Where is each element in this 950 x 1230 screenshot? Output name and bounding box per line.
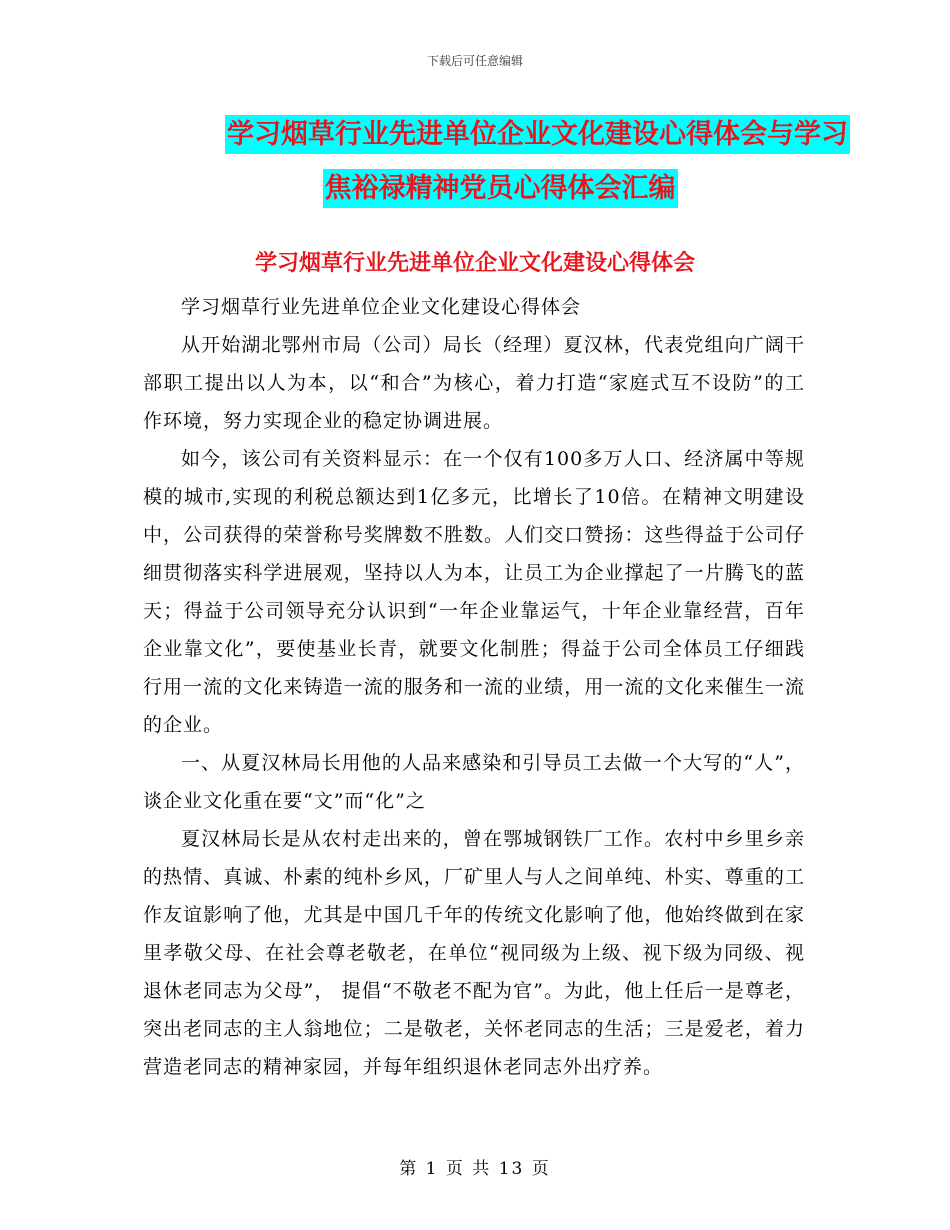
page-footer: 第 1 页 共 13 页 (399, 1159, 551, 1179)
paragraph: 一、从夏汉林局长用他的人品来感染和引导员工去做一个大写的“人”，谈企业文化重在要“文”而“化”之 (143, 752, 805, 812)
main-title-line-1-text: 学习烟草行业先进单位企业文化建设心得体会与学习 (225, 115, 850, 154)
main-title-line-2-text: 焦裕禄精神党员心得体会汇编 (323, 169, 678, 208)
document-body (143, 288, 805, 1086)
paragraph: 从开始湖北鄂州市局（公司）局长（经理）夏汉林，代表党组向广阔干部职工提出以人为本，以“和合”为核心，着力打造“家庭式互不设防”的工作环境，努力实现企业的稳定协调进展。 (143, 334, 805, 432)
header-note: 下载后可任意编辑 (426, 54, 523, 68)
paragraph: 夏汉林局长是从农村走出来的，曾在鄂城钢铁厂工作。农村中乡里乡亲的热情、真诚、朴素的纯朴乡风，厂矿里人与人之间单纯、朴实、尊重的工作友谊影响了他，尤其是中国几千年的传统文化影响了他，他始终做到在家里孝敬父母、在社会尊老敬老，在单位“视同级为上级、视下级为同级、视退休老同志为父母”， 提倡“不敬老不配为官”。为此，他上任后一是尊老，突出老同志的主人翁地位；二是敬老，关怀老同志的生活；三是爱老，着力营造老同志的精神家园，并每年组织退休老同志外出疗养。 (143, 828, 805, 1078)
main-title-line-1 (150, 108, 850, 162)
main-title-line-2 (150, 162, 850, 216)
section-title: 学习烟草行业先进单位企业文化建设心得体会 (254, 251, 695, 276)
paragraph: 学习烟草行业先进单位企业文化建设心得体会 (181, 296, 582, 318)
paragraph: 如今，该公司有关资料显示：在一个仅有100多万人口、经济属中等规模的城市,实现的利税总额达到1亿多元，比增长了10倍。在精神文明建设中，公司获得的荣誉称号奖牌数不胜数。人们交口赞扬：这些得益于公司仔细贯彻落实科学进展观，坚持以人为本，让员工为企业撑起了一片腾飞的蓝天；得益于公司领导充分认识到“一年企业靠运气，十年企业靠经营，百年企业靠文化”，要使基业长青，就要文化制胜；得益于公司全体员工仔细践行用一流的文化来铸造一流的服务和一流的业绩，用一流的文化来催生一流的企业。 (143, 448, 805, 736)
document-main-title (150, 108, 850, 216)
